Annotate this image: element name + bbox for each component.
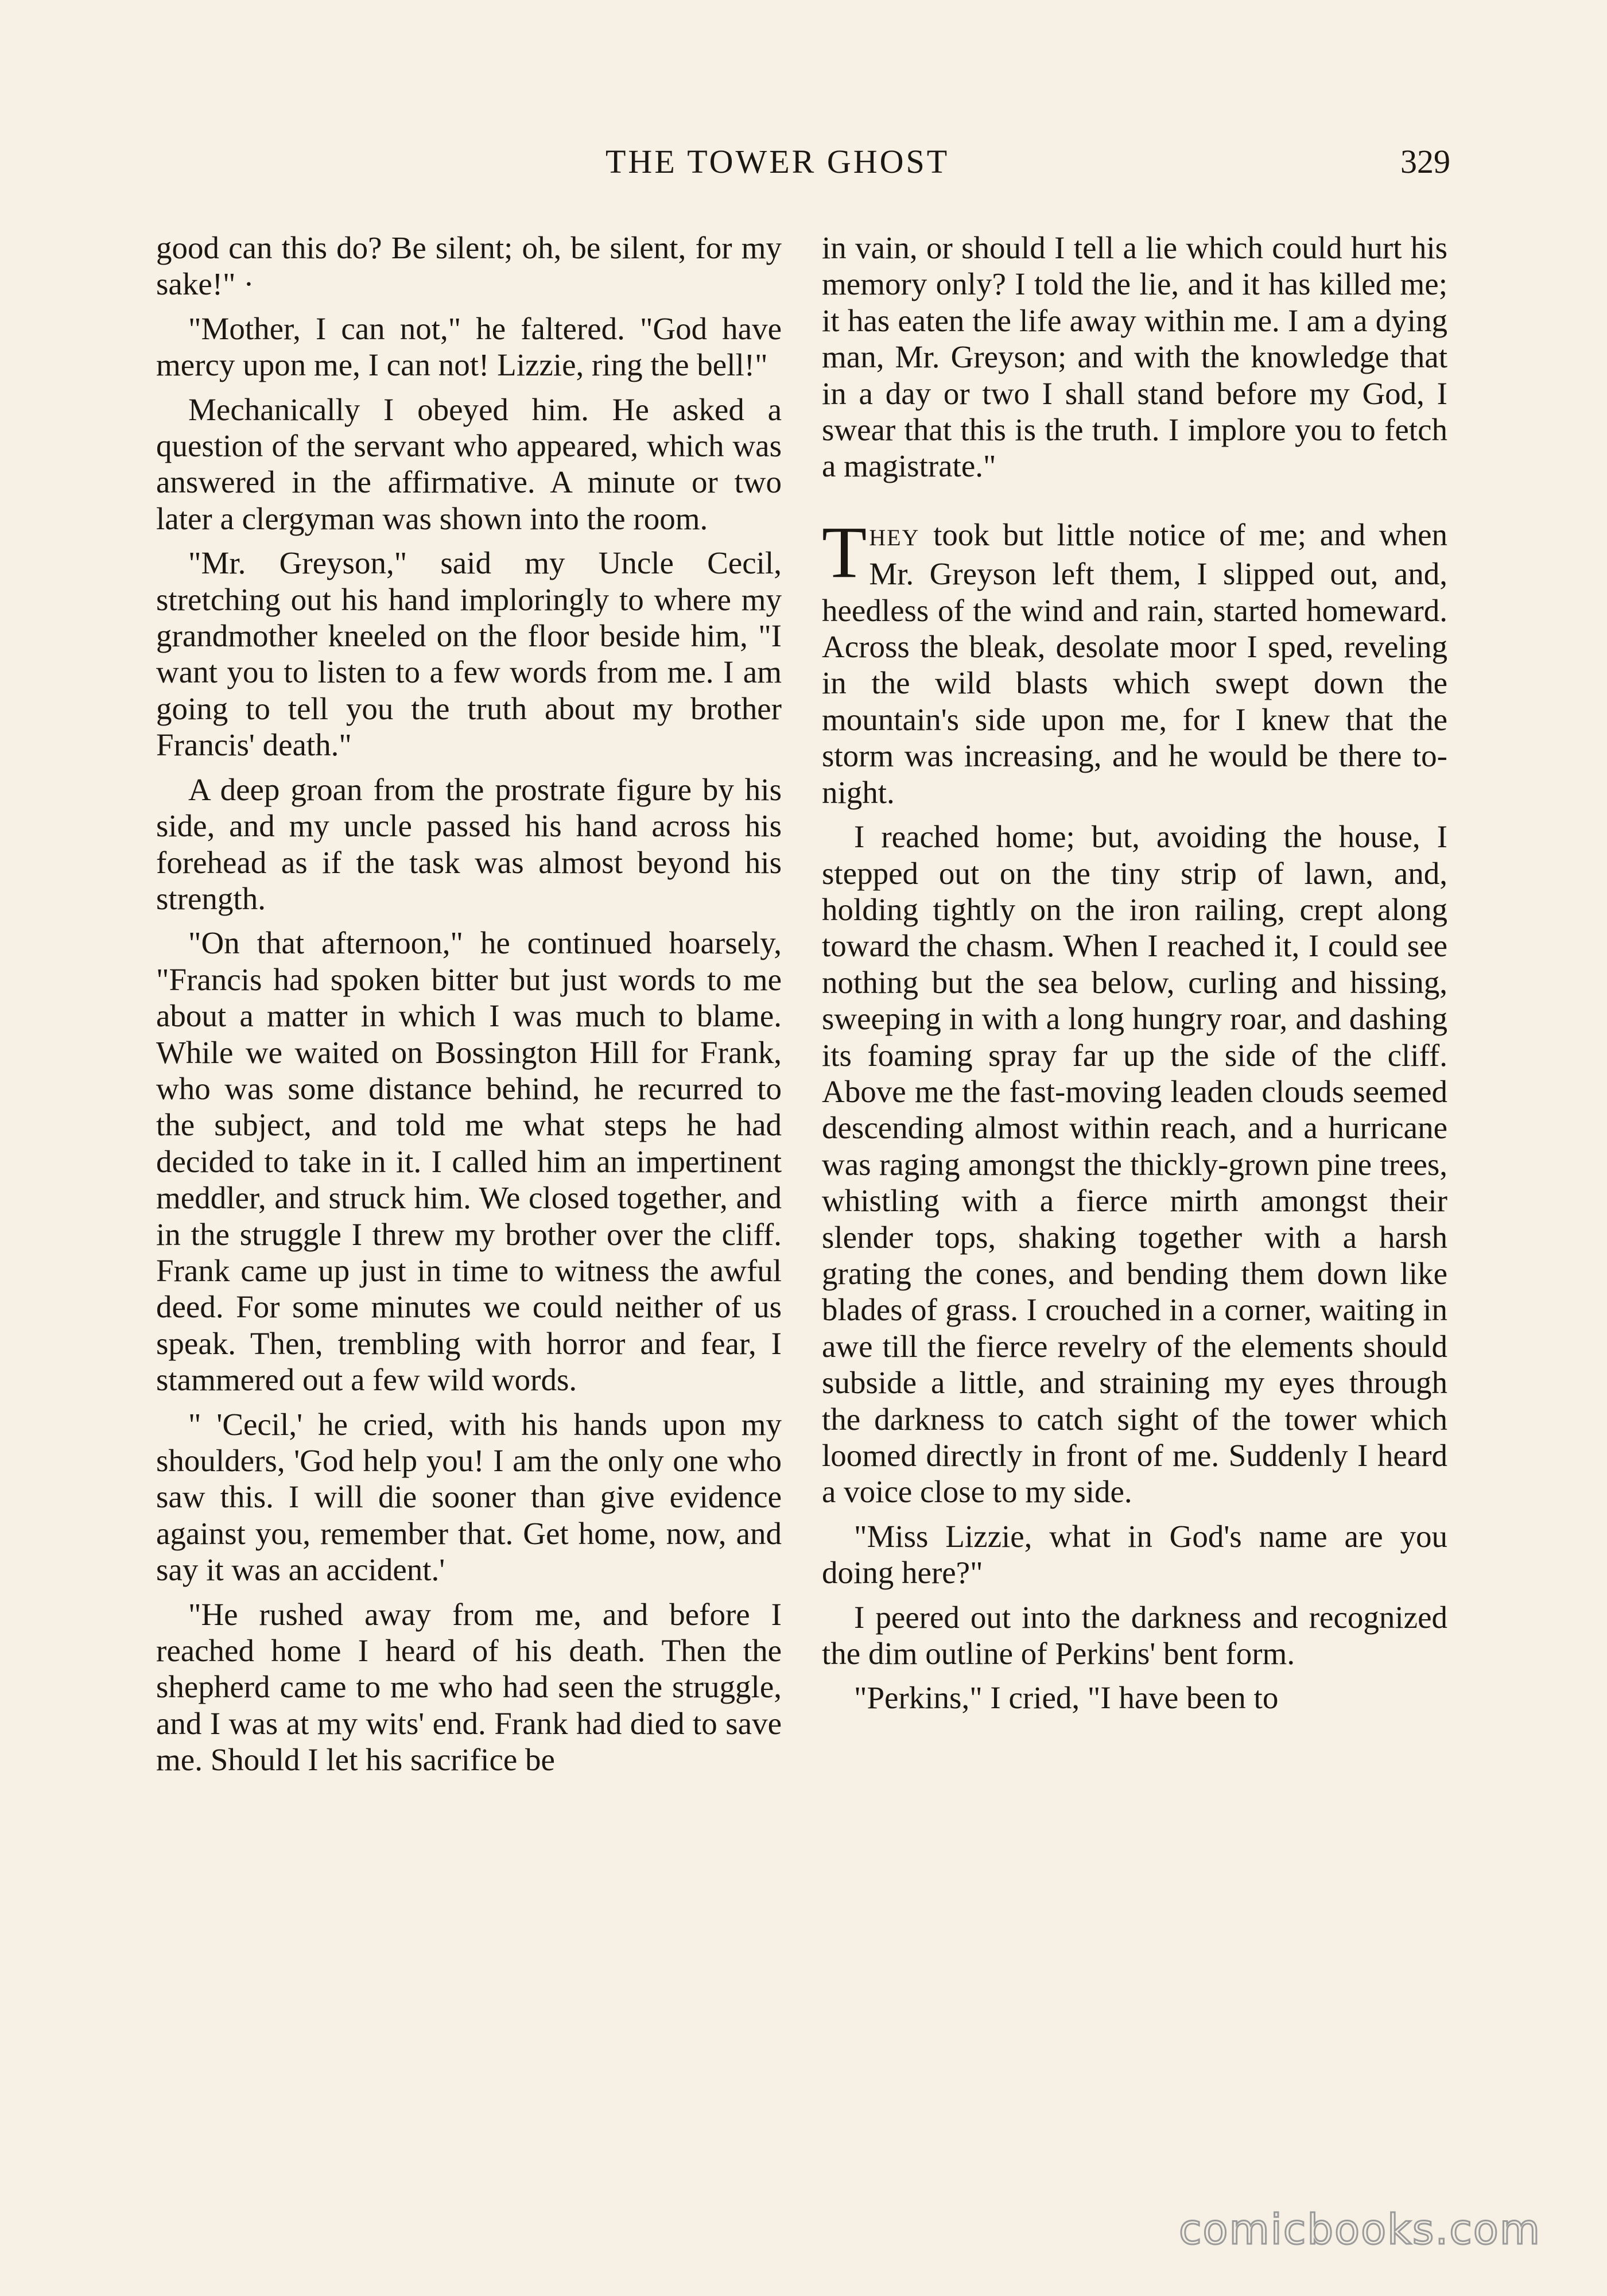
right-paragraph-2-text: took but little notice of me; and when Mr. Greyson left them, I slipped out, and, heedless of the wind and rain, started homeward. Across the bleak, desolate moor I sped, reveling in the wild blasts which swept down the mountain's side upon me, for I knew that the storm was increasing, and he would be there tonight.	[822, 517, 1447, 810]
left-column	[156, 230, 782, 1786]
left-paragraph-3: Mechanically I obeyed him. He asked a question of the servant who appeared, which was answered in the affirmative. A minute or two later a clergyman was shown into the room.	[156, 391, 782, 536]
right-paragraph-2	[822, 511, 1447, 810]
left-paragraph-8: "He rushed away from me, and before I reached home I heard of his death. Then the shepherd came to me who had seen the struggle, and I was at my wits' end. Frank had died to save me. Should I let his sacrifice be	[156, 1596, 782, 1778]
left-paragraph-6: "On that afternoon," he continued hoarsely, "Francis had spoken bitter but just words to me about a matter in which I was much to blame. While we waited on Bossington Hill for Frank, who was some distance behind, he recurred to the subject, and told me what steps he had decided to take in it. I called him an impertinent meddler, and struck him. We closed together, and in the struggle I threw my brother over the cliff. Frank came up just in time to witness the awful deed. For some minutes we could neither of us speak. Then, trembling with horror and fear, I stammered out a few wild words.	[156, 925, 782, 1398]
watermark: comicbooks.com	[1178, 2205, 1541, 2254]
small-caps-opening: HEY	[869, 524, 920, 550]
running-header	[0, 142, 1607, 188]
left-paragraph-5: A deep groan from the prostrate figure by his side, and my uncle passed his hand across his forehead as if the task was almost beyond his strength.	[156, 771, 782, 916]
left-paragraph-1: good can this do? Be silent; oh, be silent, for my sake!" ·	[156, 230, 782, 302]
right-paragraph-4: "Miss Lizzie, what in God's name are you doing here?"	[822, 1518, 1447, 1591]
running-title: THE TOWER GHOST	[605, 143, 950, 180]
right-paragraph-3: I reached home; but, avoiding the house, I stepped out on the tiny strip of lawn, and, holding tightly on the iron railing, crept along toward the chasm. When I reached it, I could see nothing but the sea below, curling and hissing, sweeping in with a long hungry roar, and dashing its foaming spray far up the side of the cliff. Above me the fast-moving leaden clouds seemed descending almost within reach, and a hurricane was raging amongst the thickly-grown pine trees, whistling with a fierce mirth amongst their slender tops, shaking together with a harsh grating the cones, and bending them down like blades of grass. I crouched in a corner, waiting in awe till the fierce revelry of the elements should subside a little, and straining my eyes through the darkness to catch sight of the tower which loomed directly in front of me. Suddenly I heard a voice close to my side.	[822, 819, 1447, 1510]
right-paragraph-1: in vain, or should I tell a lie which could hurt his memory only? I told the lie, and it has killed me; it has eaten the life away within me. I am a dying man, Mr. Greyson; and with the knowledge that in a day or two I shall stand before my God, I swear that this is the truth. I implore you to fetch a magistrate."	[822, 230, 1447, 484]
left-paragraph-7: " 'Cecil,' he cried, with his hands upon my shoulders, 'God help you! I am the only one who saw this. I will die sooner than give evidence against you, remember that. Get home, now, and say it was an accident.'	[156, 1406, 782, 1588]
drop-cap: T	[822, 511, 867, 593]
left-paragraph-2: "Mother, I can not," he faltered. "God have mercy upon me, I can not! Lizzie, ring the bell!"	[156, 311, 782, 383]
right-column	[822, 230, 1447, 1724]
right-paragraph-6: "Perkins," I cried, "I have been to	[854, 1680, 1279, 1716]
left-paragraph-4: "Mr. Greyson," said my Uncle Cecil, stretching out his hand imploringly to where my grandmother kneeled on the floor beside him, "I want you to listen to a few words from me. I am going to tell you the truth about my brother Francis' death."	[156, 545, 782, 763]
page-number: 329	[1400, 143, 1450, 180]
right-paragraph-5: I peered out into the darkness and recognized the dim outline of Perkins' bent form.	[822, 1599, 1447, 1671]
